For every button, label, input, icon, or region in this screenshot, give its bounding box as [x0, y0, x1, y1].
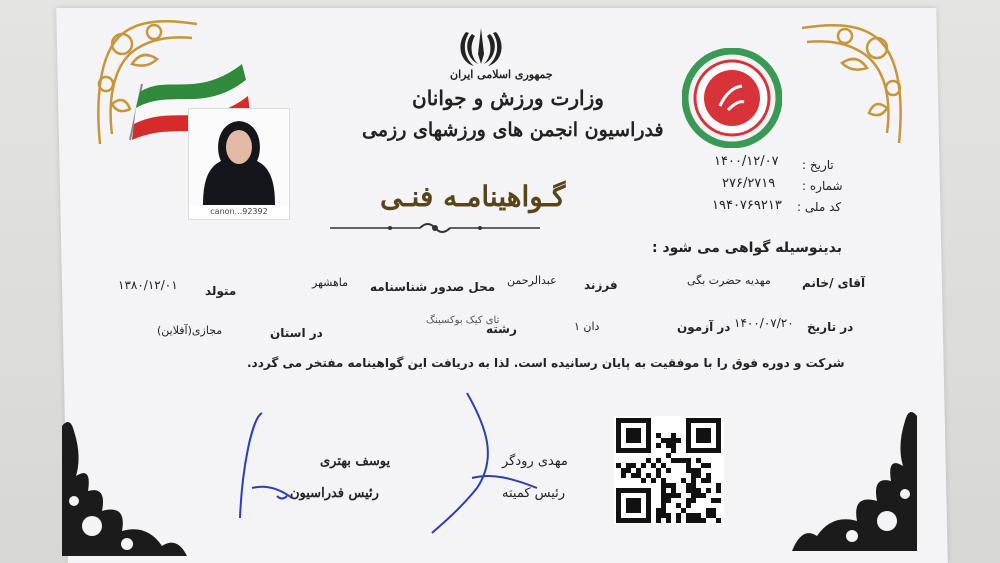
national-code-label: کد ملی :	[797, 200, 842, 214]
right-signatory-name: مهدی رودگر	[502, 454, 568, 469]
date-label: تاریخ :	[802, 158, 834, 172]
national-code-value: ۱۹۴۰۷۶۹۲۱۳	[712, 198, 782, 213]
certificate-title: گـواهینامـه فنـی	[380, 180, 566, 213]
iran-emblem-icon	[458, 24, 504, 68]
corner-ornament-bottom-left	[52, 406, 192, 561]
born-value: ۱۳۸۰/۱۲/۰۱	[118, 278, 178, 292]
right-signatory-title: رئیس کمیته	[502, 486, 566, 501]
exam-label: در آزمون	[677, 320, 731, 334]
field-label: رشته	[486, 322, 517, 336]
qr-code	[614, 416, 724, 524]
header-federation: فدراسیون انجمن های ورزشهای رزمی	[362, 119, 664, 141]
dan-value: دان ۱	[574, 320, 600, 333]
number-label: شماره :	[802, 179, 843, 193]
person-label: آقای /خانم	[802, 276, 866, 290]
completion-statement: شرکت و دوره فوق را با موفقیت به پایان رسانیده است. لذا به دریافت این گواهینامه مفتخر می گردد.	[247, 356, 845, 370]
child-label: فرزند	[584, 278, 618, 292]
father-value: عبدالرحمن	[507, 274, 557, 287]
province-value: مجازی(آفلاین)	[157, 324, 223, 337]
certificate	[56, 8, 948, 563]
corner-ornament-bottom-right	[787, 396, 927, 556]
left-signature	[222, 408, 312, 528]
province-label: در استان	[270, 326, 323, 340]
person-value: مهدیه حضرت بگی	[687, 274, 771, 287]
applicant-photo	[188, 108, 290, 220]
exam-date-value: ۱۴۰۰/۰۷/۲۰	[734, 316, 794, 330]
header-ministry: وزارت ورزش و جوانان	[412, 86, 604, 110]
header-republic: جمهوری اسلامی ایران	[450, 68, 553, 81]
left-signatory-title: رئیس فدراسیون	[290, 486, 379, 501]
born-label: متولد	[205, 284, 237, 298]
left-signatory-name: یوسف بهتری	[320, 454, 391, 469]
birthplace-value: ماهشهر	[312, 276, 348, 289]
photo-caption: canon...92392	[210, 207, 268, 216]
corner-ornament-top-right	[797, 18, 907, 148]
right-signature	[417, 388, 547, 538]
federation-logo	[682, 48, 782, 148]
birthplace-label: محل صدور شناسنامه	[370, 280, 496, 294]
field-value: تای کیک بوکسینگ	[426, 315, 500, 326]
exam-date-label: در تاریخ	[807, 320, 854, 334]
number-value: ۲۷۶/۲۷۱۹	[722, 176, 776, 191]
intro-text: بدینوسیله گواهی می شود :	[652, 240, 843, 256]
title-divider-ornament	[330, 220, 540, 236]
date-value: ۱۴۰۰/۱۲/۰۷	[714, 154, 779, 169]
